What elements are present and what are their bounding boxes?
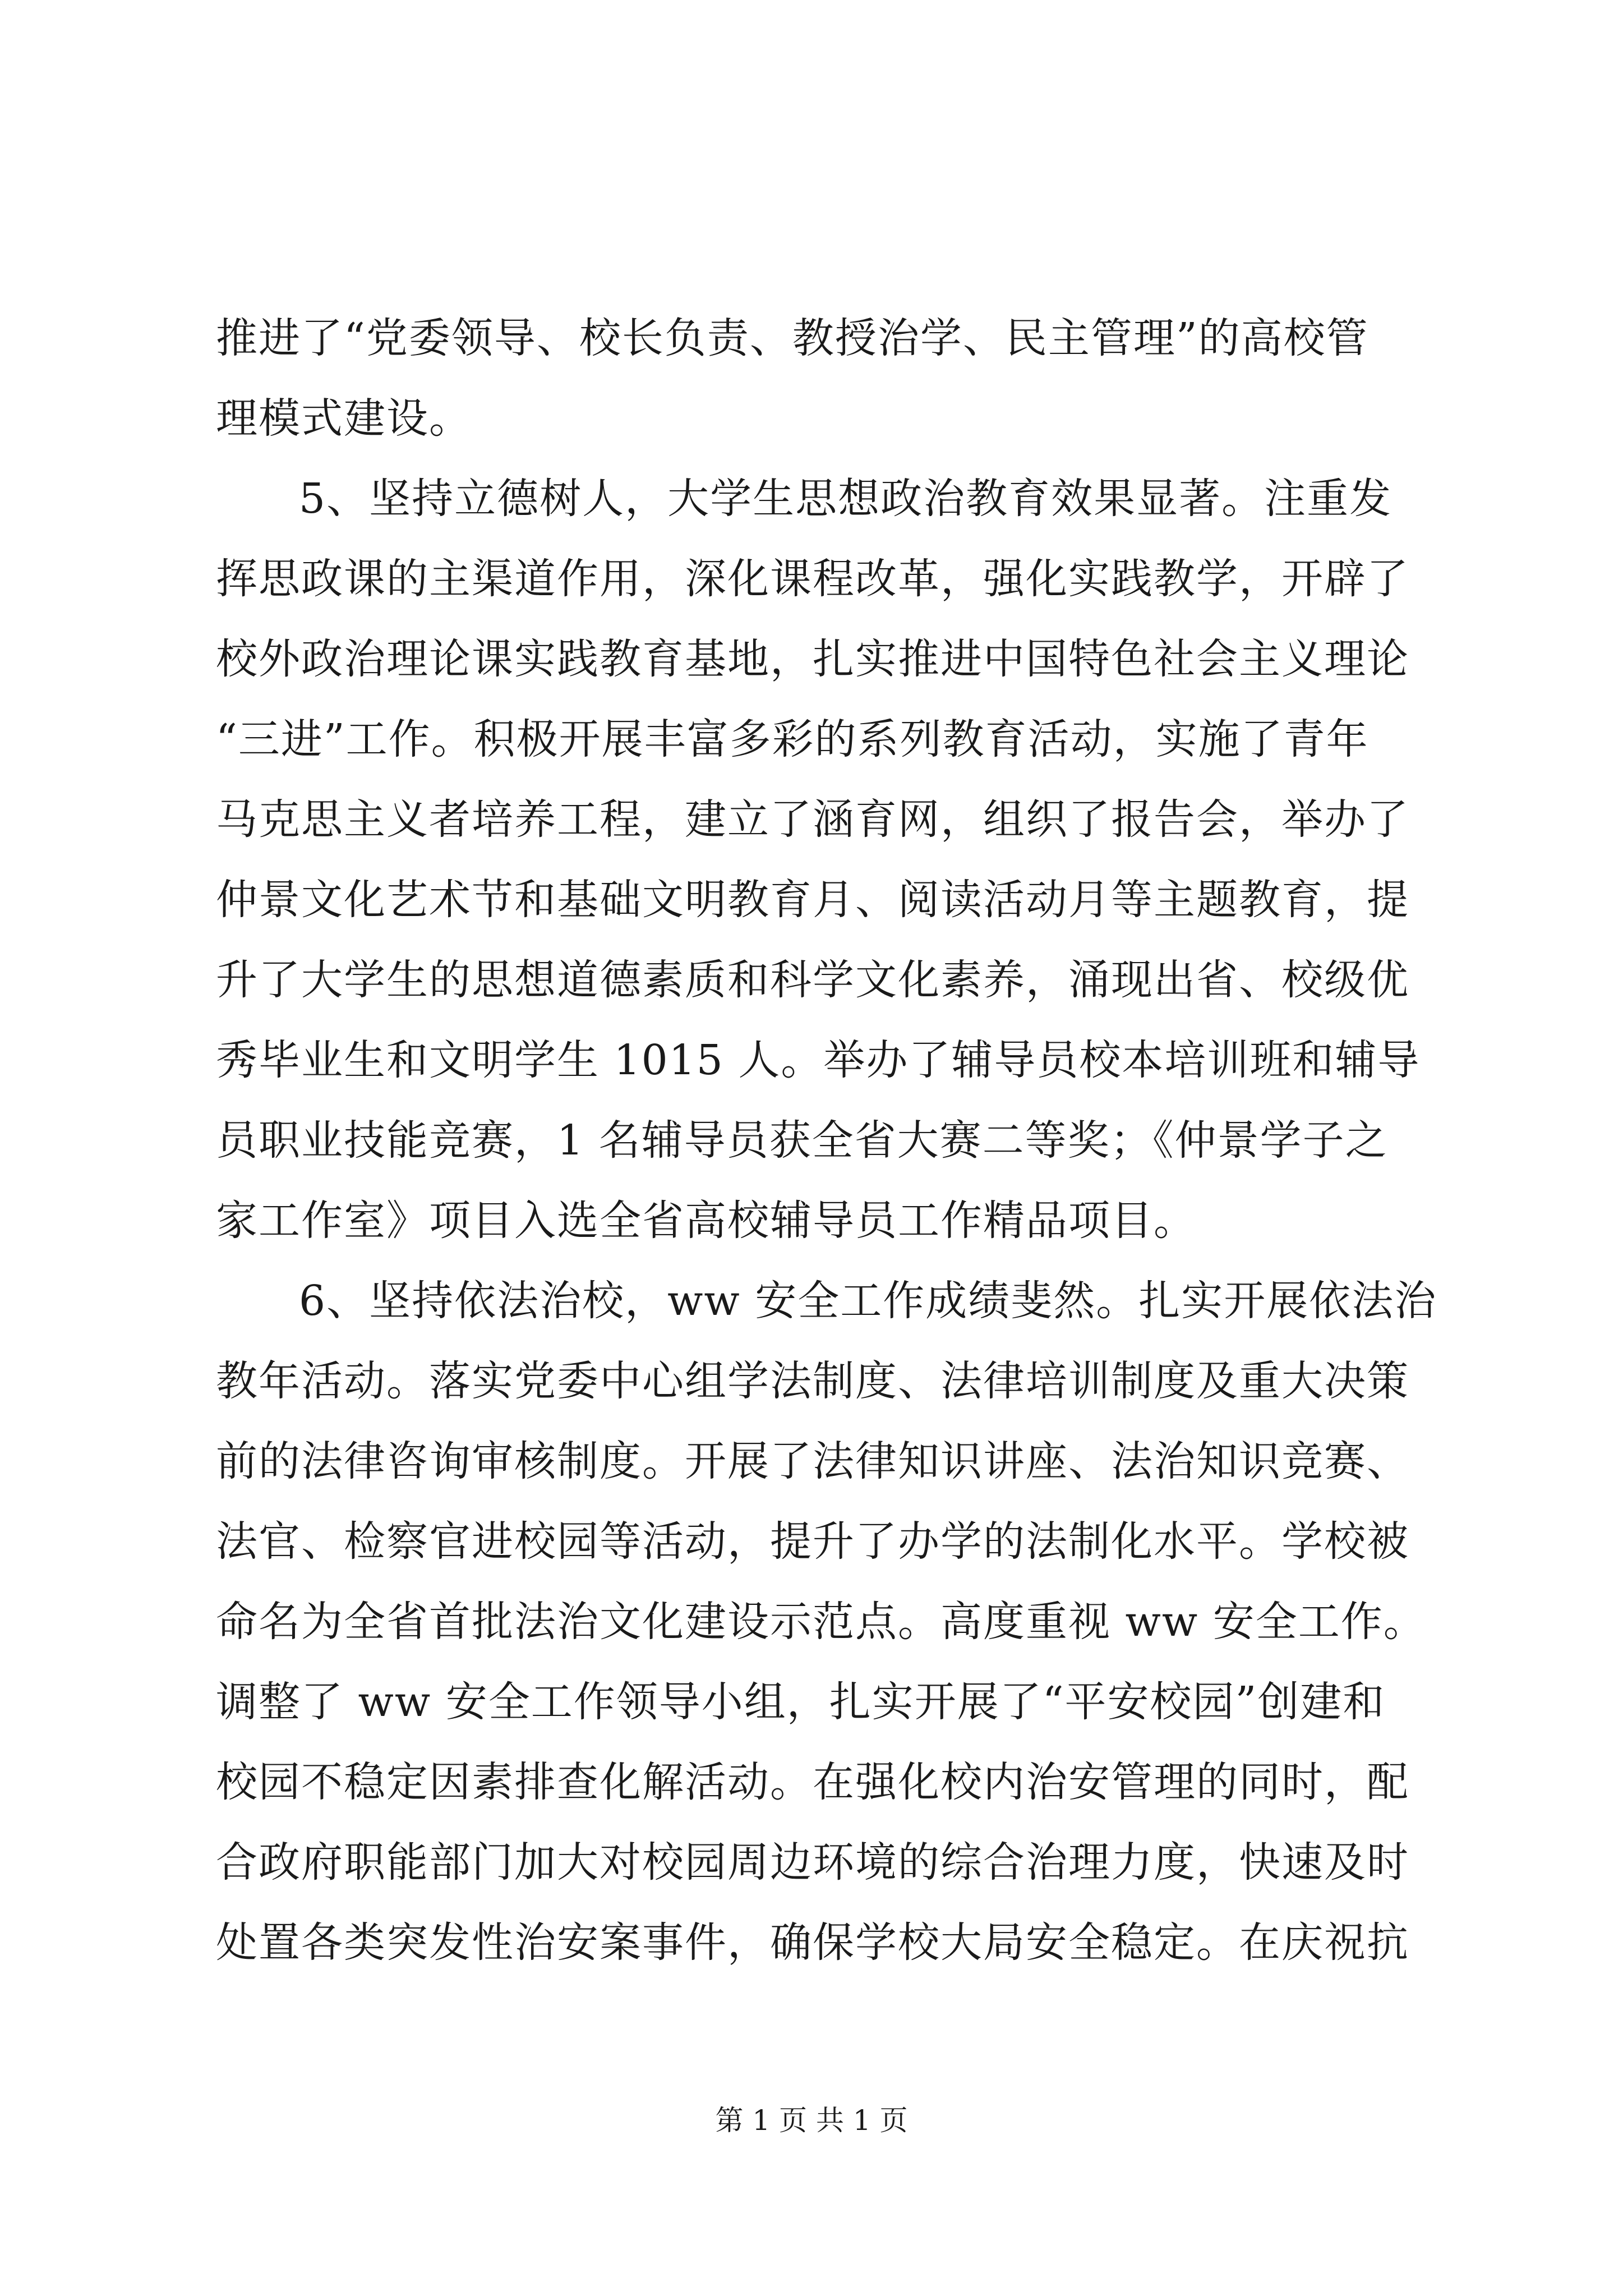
text-line: 秀毕业生和文明学生 1015 人。举办了辅导员校本培训班和辅导 <box>216 1036 1421 1084</box>
text-line: 马克思主义者培养工程，建立了涵育网，组织了报告会，举办了 <box>216 795 1409 844</box>
text-line: 法官、检察官进校园等活动，提升了办学的法制化水平。学校被 <box>216 1517 1409 1566</box>
text-line: “三进”工作。积极开展丰富多彩的系列教育活动，实施了青年 <box>216 715 1369 763</box>
section-5-heading-line: 5、坚持立德树人，大学生思想政治教育效果显著。注重发 <box>299 475 1393 523</box>
page-number-footer: 第 1 页 共 1 页 <box>715 2104 908 2137</box>
text-line: 员职业技能竞赛，1 名辅导员获全省大赛二等奖；《仲景学子之 <box>216 1116 1388 1165</box>
text-line: 合政府职能部门加大对校园周边环境的综合治理力度，快速及时 <box>216 1838 1409 1887</box>
text-line: 教年活动。落实党委中心组学法制度、法律培训制度及重大决策 <box>216 1357 1409 1405</box>
text-line: 校园不稳定因素排查化解活动。在强化校内治安管理的同时，配 <box>216 1758 1409 1806</box>
section-6-heading-line: 6、坚持依法治校，ww 安全工作成绩斐然。扎实开展依法治 <box>299 1277 1437 1325</box>
document-body <box>216 298 1437 1983</box>
text-line: 推进了“党委领导、校长负责、教授治学、民主管理”的高校管 <box>216 314 1369 362</box>
text-line: 调整了 ww 安全工作领导小组，扎实开展了“平安校园”创建和 <box>216 1678 1386 1726</box>
text-line: 处置各类突发性治安案事件，确保学校大局安全稳定。在庆祝抗 <box>216 1918 1409 1967</box>
text-line: 前的法律咨询审核制度。开展了法律知识讲座、法治知识竞赛、 <box>216 1437 1409 1485</box>
text-line: 理模式建设。 <box>216 394 472 443</box>
text-line: 命名为全省首批法治文化建设示范点。高度重视 ww 安全工作。 <box>216 1598 1426 1646</box>
text-line: 升了大学生的思想道德素质和科学文化素养，涌现出省、校级优 <box>216 956 1409 1004</box>
text-line: 仲景文化艺术节和基础文明教育月、阅读活动月等主题教育，提 <box>216 876 1409 924</box>
text-line: 校外政治理论课实践教育基地，扎实推进中国特色社会主义理论 <box>216 635 1409 683</box>
text-line: 挥思政课的主渠道作用，深化课程改革，强化实践教学，开辟了 <box>216 555 1409 603</box>
text-line: 家工作室》项目入选全省高校辅导员工作精品项目。 <box>216 1197 1196 1245</box>
